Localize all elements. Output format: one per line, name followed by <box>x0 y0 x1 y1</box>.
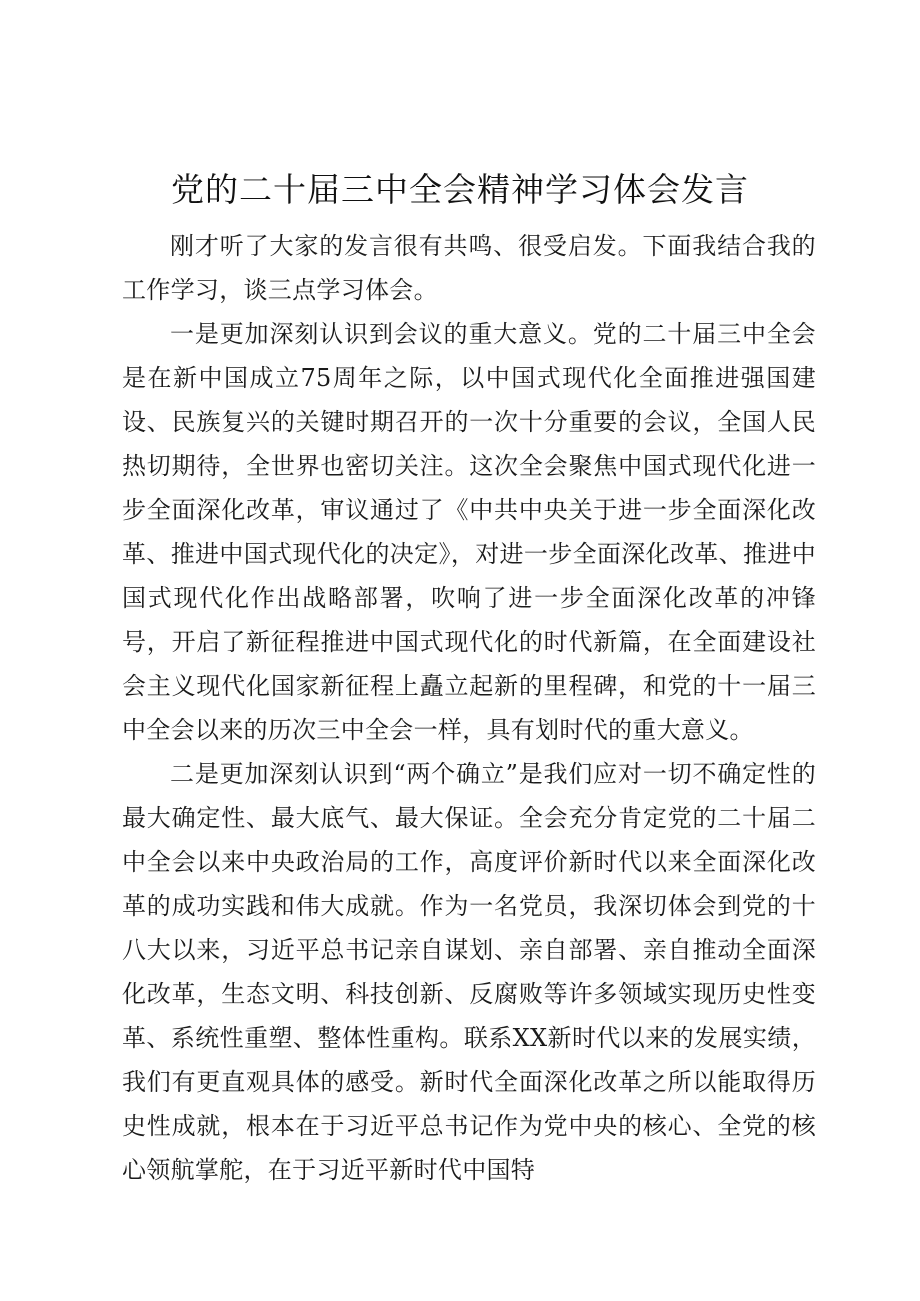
paragraph-intro: 刚才听了大家的发言很有共鸣、很受启发。下面我结合我的工作学习，谈三点学习体会。 <box>122 232 816 304</box>
paragraph-point-two: 二是更加深刻认识到“两个确立”是我们应对一切不确定性的最大确定性、最大底气、最大保证。全会充分肯定党的二十届二中全会以来中央政治局的工作，高度评价新时代以来全面深化改革的成功实践和伟大成就。作为一名党员，我深切体会到党的十八大以来，习近平总书记亲自谋划、亲自部署、亲自推动全面深化改革，生态文明、科技创新、反腐败等许多领域实现历史性变革、系统性重塑、整体性重构。联系XX新时代以来的发展实绩，我们有更直观具体的感受。新时代全面深化改革之所以能取得历史性成就，根本在于习近平总书记作为党中央的核心、全党的核心领航掌舵，在于习近平新时代中国特 <box>122 760 816 1184</box>
paragraph-point-one: 一是更加深刻认识到会议的重大意义。党的二十届三中全会是在新中国成立75周年之际，以中国式现代化全面推进强国建设、民族复兴的关键时期召开的一次十分重要的会议，全国人民热切期待，全世界也密切关注。这次全会聚焦中国式现代化进一步全面深化改革，审议通过了《中共中央关于进一步全面深化改革、推进中国式现代化的决定》，对进一步全面深化改革、推进中国式现代化作出战略部署，吹响了进一步全面深化改革的冲锋号，开启了新征程推进中国式现代化的时代新篇，在全面建设社会主义现代化国家新征程上矗立起新的里程碑，和党的十一届三中全会以来的历次三中全会一样，具有划时代的重大意义。 <box>122 320 816 744</box>
document-body <box>122 224 816 1192</box>
document-title: 党的二十届三中全会精神学习体会发言 <box>171 170 749 209</box>
